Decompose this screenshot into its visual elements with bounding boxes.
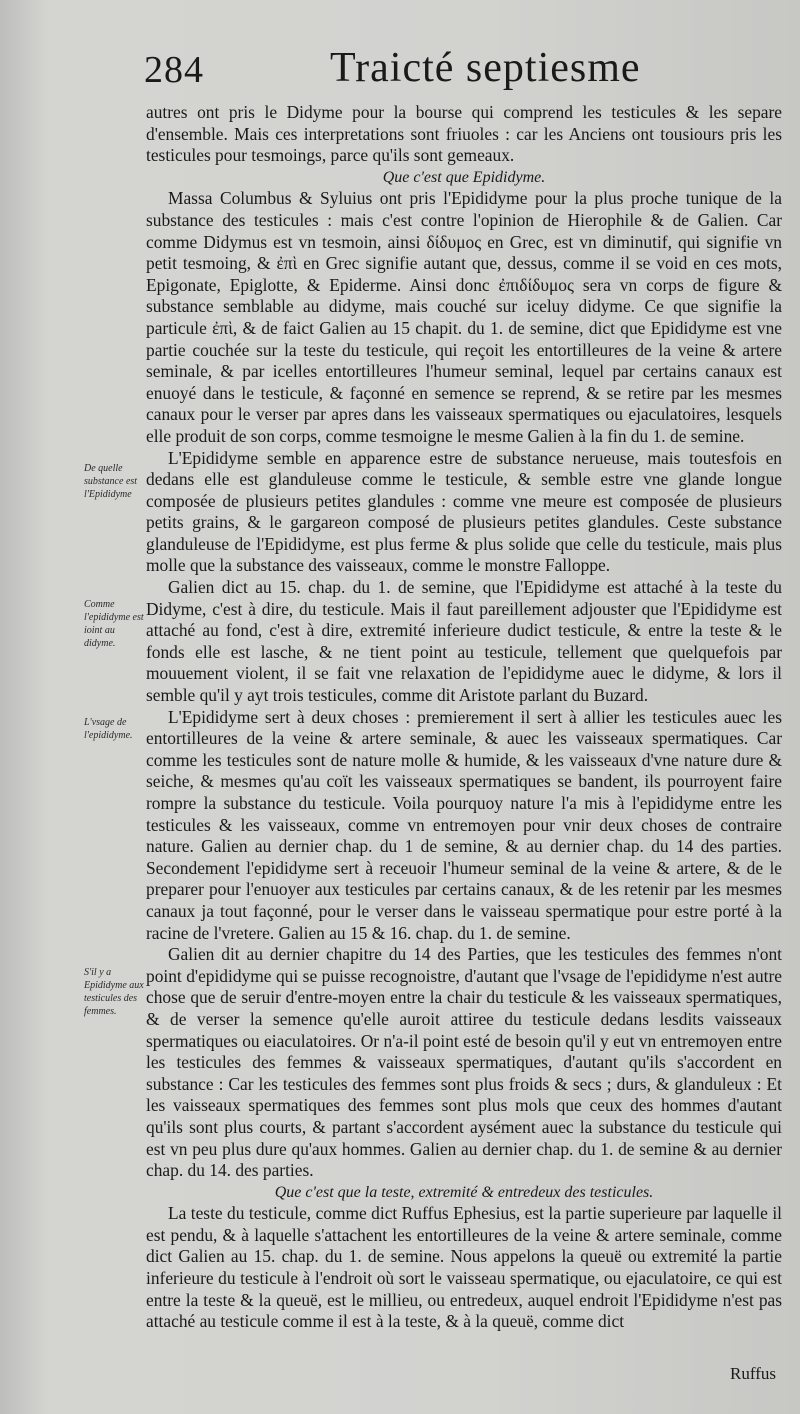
- margin-note-usage: L'vsage de l'epididyme.: [84, 717, 133, 741]
- paragraph-teste: La teste du testicule, comme dict Ruffus Ephesius, est la partie superieure par laquelle il est pendu, & à laquelle s'attachent les entortilleures de la veine & artere seminale, comme dict Galien au 15. chap. du 1. de semine. Nous appelons la queuë ou extremité la partie inferieure du testicule à l'endroit où sort le vaisseau spermatique, ou ejaculatoire, ce qui est entre la teste & la queuë, est le millieu, ou entredeux, auquel endroit l'Epididyme n'est pas attaché au testicule comme il est à la teste, & à la queuë, comme dict: [146, 1203, 782, 1332]
- margin-note-attachment: Comme l'epididyme est ioint au didyme.: [84, 599, 144, 649]
- paragraph-attachment: Galien dict au 15. chap. du 1. de semine, que l'Epididyme est attaché à la teste du Didyme, c'est à dire, du testicule. Mais il faut pareillement adjouster que l'Epididyme est attaché au fond, c'est à dire, extremité inferieure dudict testicule, & entre la teste & le fonds elle est lasche, & ne tient point au testicule, tellement que quelquefois par mouuement violent, il se fait vne relaxation de l'epididyme auec le didyme, & lors il semble qu'il y ayt trois testicules, comme dit Aristote parlant du Buzard.: [146, 577, 782, 706]
- catchword: Ruffus: [730, 1364, 776, 1383]
- page-header: [140, 42, 780, 102]
- heading-teste: Que c'est que la teste, extremité & entredeux des testicules.: [274, 1183, 654, 1201]
- paragraph-intro: autres ont pris le Didyme pour la bourse qui comprend les testicules & les separe d'ensemble. Mais ces interpretations sont friuoles : car les Anciens ont tousiours pris les testicules pour tesmoings, parce qu'ils sont gemeaux.: [146, 102, 782, 166]
- main-text: [146, 102, 782, 1333]
- margin-note-substance: De quelle substance est l'Epididyme: [84, 463, 138, 500]
- running-title: Traicté septiesme: [330, 45, 641, 91]
- heading-epididyme: Que c'est que Epididyme.: [382, 168, 546, 186]
- paragraph-definition: Massa Columbus & Syluius ont pris l'Epididyme pour la plus proche tunique de la substance des testicules : mais c'est contre l'opinion de Hierophile & de Galien. Car comme Didymus est vn tesmoin, ainsi δίδυμος en Grec, est vn diminutif, qui signifie vn petit tesmoing, & ἐπὶ en Grec signifie autant que, dessus, comme il se void en ces mots, Epigonate, Epiglotte, & Epiderme. Ainsi donc ἐπιδίδυμος sera vn corps de figure & substance semblable au didyme, mais couché sur iceluy didyme. Ce que signifie la particule ἐπὶ, & de faict Galien au 15 chapit. du 1. de semine, dict que Epididyme est vne partie couchée sur la teste du testicule, qui reçoit les entortilleures de la veine & artere seminale, & par icelles entortilleures l'humeur seminal, lequel par certains canaux est enuoyé dans le testicule, & façonné en semence se reprend, & se retire par les mesmes canaux pour le verser par apres dans les vaisseaux spermatiques ou ejaculatoires, lesquels elle produit de son corps, comme tesmoigne le mesme Galien à la fin du 1. de semine.: [146, 188, 782, 446]
- paragraph-usage: L'Epididyme sert à deux choses : premierement il sert à allier les testicules auec les entortilleures de la veine & artere seminale, & auec les vaisseaux spermatiques. Car comme les testicules sont de nature molle & humide, & les vaisseaux d'vne nature dure & seiche, & mesmes qu'au coït les vaisseaux spermatiques se bandent, ils pourroyent faire rompre la substance du testicule. Voila pourquoy nature l'a mis à l'epididyme entre les testicules & les vaisseaux, comme vn entremoyen pour vnir deux choses de contraire nature. Galien au dernier chap. du 1 de semine, & au dernier chap. du 14 des parties. Secondement l'epididyme sert à receuoir l'humeur seminal de la veine & artere, & de le preparer pour l'enuoyer aux testicules par certains canaux, & de les retenir par les mesmes canaux ja tout façonné, pour le verser dans le vaisseau spermatique pour estre porté à la racine de l'vretere. Galien au 15 & 16. chap. du 1. de semine.: [146, 706, 782, 943]
- margin-note-women: S'il y a Epididyme aux testicules des femmes.: [84, 967, 144, 1017]
- page-number: 284: [144, 49, 204, 91]
- paragraph-substance: L'Epididyme semble en apparence estre de substance nerueuse, mais toutesfois en dedans elle est glanduleuse comme le testicule, & semble estre vne glande longue composée de plusieurs petites glandules : comme vne meure est composée de plusieurs petits grains, & le gargareon composé de plusieurs petites glandules. Ceste substance glanduleuse de l'Epididyme, est plus ferme & plus solide que celle du testicule, mais plus molle que la substance des vaisseaux, comme le monstre Falloppe.: [146, 447, 782, 576]
- paragraph-women: Galien dit au dernier chapitre du 14 des Parties, que les testicules des femmes n'ont point d'epididyme qui se puisse recognoistre, d'autant que l'vsage de l'epididyme n'est autre chose que de seruir d'entre-moyen entre la chair du testicule & les vaisseaux spermatiques, & de verser la semence qu'elle auroit attiree du testicule dedans lesdits vaisseaux spermatiques ou eiaculatoires. Or n'a-il point esté de besoin qu'il y eut vn entremoyen entre les testicules des femmes & vaisseaux spermatiques, d'autant qu'ils s'accordent en substance : Car les testicules des femmes sont plus froids & secs ; durs, & glanduleux : Et les vaisseaux spermatiques des femmes sont plus mols que ceux des hommes d'autant qu'ils sont plus courts, & partant s'accordent aysément auec la substance du testicule qui est vn peu plus dure qu'aux hommes. Galien au dernier chap. du 1. de semine & au dernier chap. du 14. des parties.: [146, 944, 782, 1181]
